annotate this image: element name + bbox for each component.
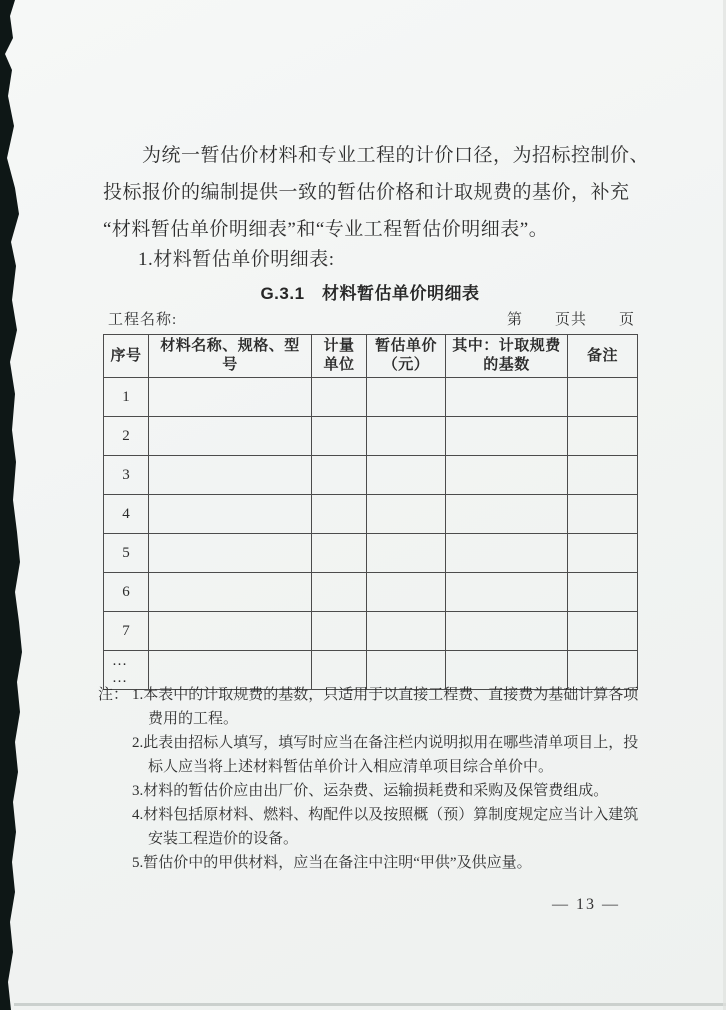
empty-cell	[446, 456, 568, 495]
row-number-cell: 6	[104, 573, 149, 612]
note-number: 2.	[132, 735, 144, 751]
empty-cell	[568, 378, 638, 417]
empty-cell	[367, 612, 446, 651]
notes-label: 注：	[98, 687, 129, 703]
table-row	[104, 456, 638, 495]
note-number: 1.	[132, 687, 144, 703]
note-number: 3.	[132, 783, 144, 799]
table-meta-row	[103, 308, 637, 332]
empty-cell	[367, 534, 446, 573]
empty-cell	[568, 534, 638, 573]
table-row	[104, 417, 638, 456]
row-number-cell: … …	[104, 651, 149, 690]
empty-cell	[312, 417, 367, 456]
empty-cell	[367, 456, 446, 495]
page-number: — 13 —	[552, 896, 620, 913]
table-row	[104, 378, 638, 417]
empty-cell	[367, 378, 446, 417]
column-header-price: 暂估单价（元）	[367, 335, 446, 378]
scan-bottom-edge	[14, 1003, 726, 1006]
note-item	[132, 779, 646, 803]
intro-line: 投标报价的编制提供一致的暂估价格和计取规费的基价，补充	[103, 182, 630, 203]
column-header-remark: 备注	[568, 335, 638, 378]
row-number-cell: 5	[104, 534, 149, 573]
empty-cell	[312, 456, 367, 495]
list-heading: 1.材料暂估单价明细表:	[138, 249, 335, 270]
note-item	[132, 803, 646, 851]
row-number-cell: 7	[104, 612, 149, 651]
empty-cell	[446, 378, 568, 417]
note-item	[132, 851, 646, 875]
empty-cell	[568, 495, 638, 534]
empty-cell	[312, 534, 367, 573]
empty-cell	[568, 417, 638, 456]
table-row	[104, 534, 638, 573]
material-provisional-price-table	[103, 334, 638, 690]
note-text: 暂估价中的甲供材料，应当在备注中注明“甲供”及供应量。	[143, 855, 532, 871]
note-text: 材料的暂估价应由出厂价、运杂费、运输损耗费和采购及保管费组成。	[143, 783, 609, 799]
empty-cell	[312, 495, 367, 534]
intro-line: “材料暂估单价明细表”和“专业工程暂估价明细表”。	[103, 219, 549, 240]
empty-cell	[367, 573, 446, 612]
table-row	[104, 495, 638, 534]
row-number-cell: 3	[104, 456, 149, 495]
empty-cell	[367, 417, 446, 456]
header-row	[104, 335, 638, 378]
empty-cell	[149, 378, 312, 417]
table-title: G.3.1 材料暂估单价明细表	[260, 284, 480, 303]
notes-list	[132, 683, 646, 875]
intro-paragraph	[103, 137, 648, 248]
table-row	[104, 612, 638, 651]
note-text: 本表中的计取规费的基数，只适用于以直接工程费、直接费为基础计算各项费用的工程。	[143, 687, 639, 727]
row-number-cell: 2	[104, 417, 149, 456]
project-name-label: 工程名称:	[108, 312, 178, 328]
empty-cell	[149, 456, 312, 495]
table-notes	[98, 683, 646, 875]
empty-cell	[312, 378, 367, 417]
empty-cell	[568, 456, 638, 495]
empty-cell	[149, 573, 312, 612]
table-row	[104, 573, 638, 612]
note-text: 材料包括原材料、燃料、构配件以及按照概（预）算制度规定应当计入建筑安装工程造价的设备。	[143, 807, 639, 847]
empty-cell	[446, 417, 568, 456]
note-number: 4.	[132, 807, 144, 823]
page-info-label: 第 页共 页	[506, 312, 635, 328]
empty-cell	[446, 534, 568, 573]
empty-cell	[446, 495, 568, 534]
empty-cell	[446, 612, 568, 651]
empty-cell	[312, 612, 367, 651]
empty-cell	[568, 573, 638, 612]
column-header-fee-base: 其中：计取规费的基数	[446, 335, 568, 378]
note-item	[132, 683, 646, 731]
column-header-seq: 序号	[104, 335, 149, 378]
column-header-unit: 计量单位	[312, 335, 367, 378]
empty-cell	[149, 495, 312, 534]
empty-cell	[149, 612, 312, 651]
row-number-cell: 4	[104, 495, 149, 534]
scan-torn-edge	[0, 0, 30, 1010]
empty-cell	[568, 612, 638, 651]
note-number: 5.	[132, 855, 144, 871]
empty-cell	[367, 495, 446, 534]
row-number-cell: 1	[104, 378, 149, 417]
empty-cell	[312, 573, 367, 612]
note-item	[132, 731, 646, 779]
empty-cell	[446, 573, 568, 612]
column-header-material: 材料名称、规格、型号	[149, 335, 312, 378]
note-text: 此表由招标人填写，填写时应当在备注栏内说明拟用在哪些清单项目上，投标人应当将上述材料暂估单价计入相应清单项目综合单价中。	[143, 735, 639, 775]
empty-cell	[149, 417, 312, 456]
empty-cell	[149, 534, 312, 573]
intro-line: 为统一暂估价材料和专业工程的计价口径，为招标控制价、	[142, 145, 650, 166]
